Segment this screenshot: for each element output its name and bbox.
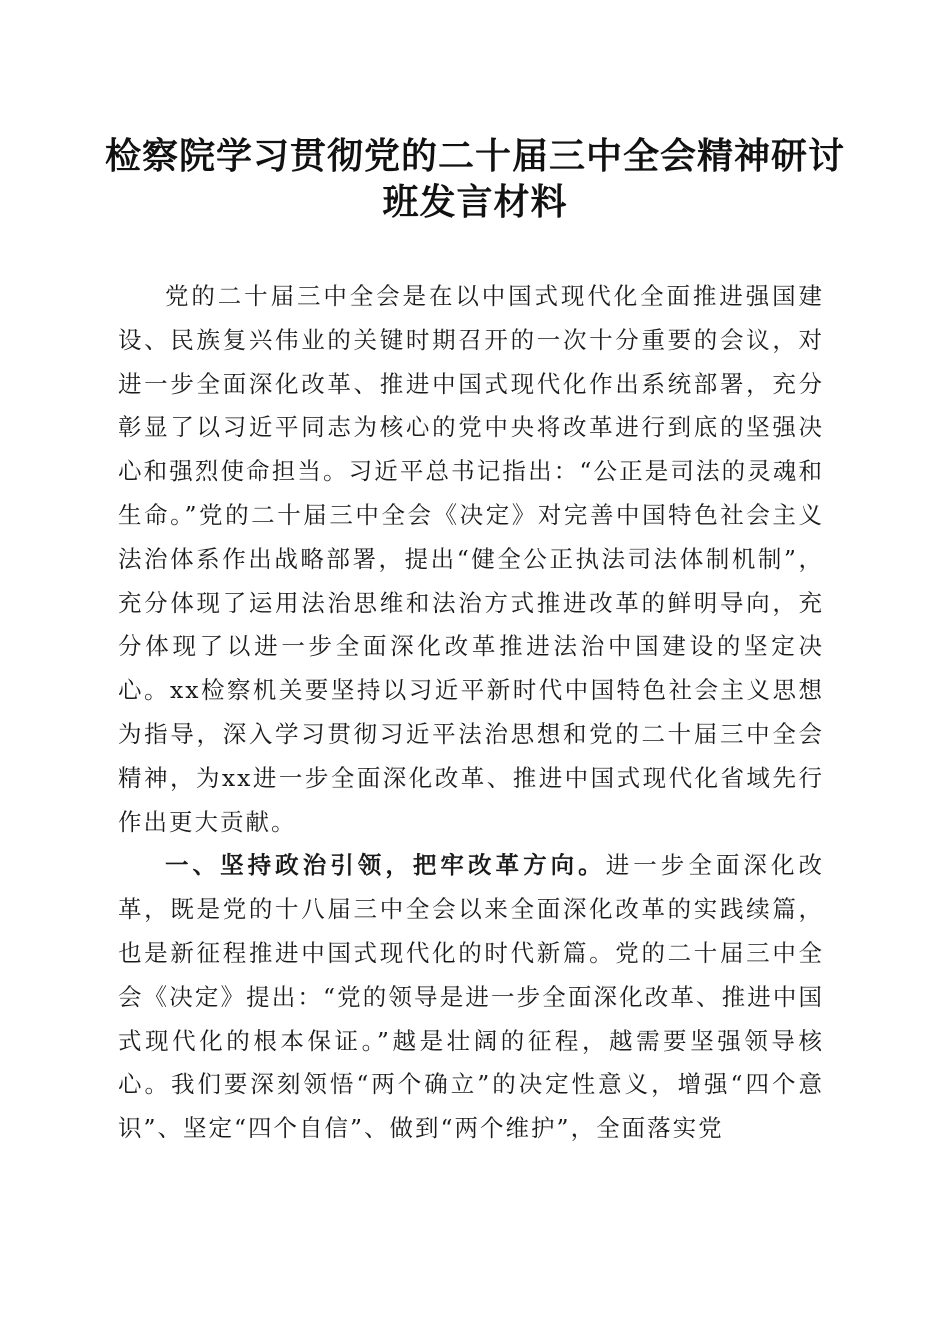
- document-body: [118, 275, 824, 1151]
- title-line-2: 班发言材料: [382, 181, 568, 223]
- intro-paragraph: 党的二十届三中全会是在以中国式现代化全面推进强国建设、民族复兴伟业的关键时期召开的一次十分重要的会议，对进一步全面深化改革、推进中国式现代化作出系统部署，充分彰显了以习近平同志为核心的党中央将改革进行到底的坚强决心和强烈使命担当。习近平总书记指出：“公正是司法的灵魂和生命。”党的二十届三中全会《决定》对完善中国特色社会主义法治体系作出战略部署，提出“健全公正执法司法体制机制”，充分体现了运用法治思维和法治方式推进改革的鲜明导向，充分体现了以进一步全面深化改革推进法治中国建设的坚定决心。xx检察机关要坚持以习近平新时代中国特色社会主义思想为指导，深入学习贯彻习近平法治思想和党的二十届三中全会精神，为xx进一步全面深化改革、推进中国式现代化省域先行作出更大贡献。: [118, 282, 824, 836]
- document-title: [100, 133, 850, 225]
- section-one-heading: 一、坚持政治引领，把牢改革方向。: [165, 851, 606, 880]
- title-line-1: 检察院学习贯彻党的二十届三中全会精神研讨: [104, 135, 845, 177]
- section-one-text: 进一步全面深化改革，既是党的十八届三中全会以来全面深化改革的实践续篇，也是新征程推进中国式现代化的时代新篇。党的二十届三中全会《决定》提出：“党的领导是进一步全面深化改革、推进中国式现代化的根本保证。”越是壮阔的征程，越需要坚强领导核心。我们要深刻领悟“两个确立”的决定性意义，增强“四个意识”、坚定“四个自信”、做到“两个维护”，全面落实党: [118, 851, 825, 1143]
- section-one-paragraph: [118, 844, 824, 1151]
